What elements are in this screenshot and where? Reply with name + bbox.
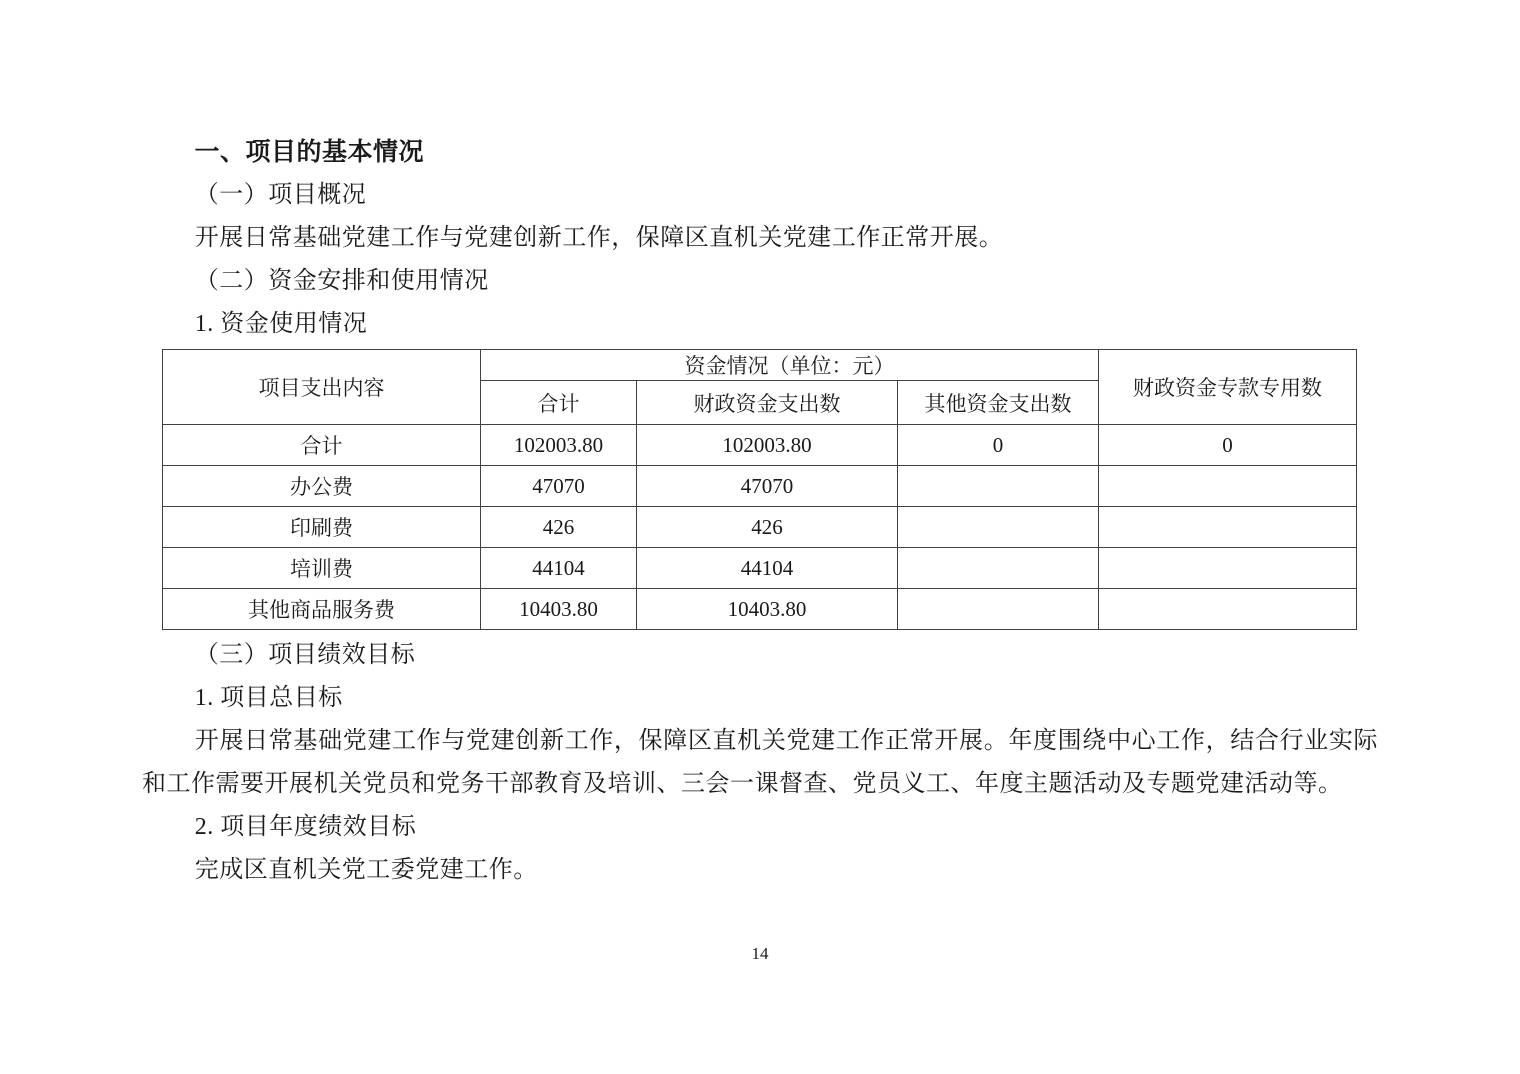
cell-name: 办公费 [163, 466, 481, 507]
table-row-printing [163, 507, 1357, 548]
subsection-3-item-2-title: 2. 项目年度绩效目标 [194, 814, 417, 840]
section-heading: 一、项目的基本情况 [194, 138, 425, 166]
header-cell-other: 其他资金支出数 [898, 381, 1099, 425]
page-number: 14 [751, 944, 769, 963]
header-cell-special-funds: 财政资金专款专用数 [1099, 350, 1357, 425]
cell-other [898, 548, 1099, 589]
cell-special [1099, 548, 1357, 589]
cell-other [898, 466, 1099, 507]
subsection-2-title: （二）资金安排和使用情况 [194, 268, 489, 294]
cell-total: 102003.80 [481, 425, 637, 466]
cell-special [1099, 466, 1357, 507]
cell-total: 44104 [481, 548, 637, 589]
subsection-3-item-2-text: 完成区直机关党工委党建工作。 [194, 857, 538, 883]
cell-name: 印刷费 [163, 507, 481, 548]
cell-total: 426 [481, 507, 637, 548]
subsection-2-item-1-title: 1. 资金使用情况 [194, 311, 368, 337]
cell-name: 培训费 [163, 548, 481, 589]
cell-fiscal: 426 [637, 507, 898, 548]
cell-other [898, 507, 1099, 548]
cell-other [898, 589, 1099, 630]
cell-fiscal: 10403.80 [637, 589, 898, 630]
header-cell-expense-content: 项目支出内容 [163, 350, 481, 425]
subsection-3-item-1-text: 开展日常基础党建工作与党建创新工作，保障区直机关党建工作正常开展。年度围绕中心工作，结合行业实际和工作需要开展机关党员和党务干部教育及培训、三会一课督查、党员义工、年度主题活动及专题党建活动等。 [142, 728, 1378, 797]
document-content [142, 131, 1378, 892]
funds-usage-table [162, 349, 1357, 630]
header-cell-total: 合计 [481, 381, 637, 425]
cell-special [1099, 507, 1357, 548]
subsection-3-title: （三）项目绩效目标 [194, 642, 416, 668]
table-row-total [163, 425, 1357, 466]
header-cell-funds-group: 资金情况（单位：元） [481, 350, 1099, 381]
cell-special [1099, 589, 1357, 630]
subsection-1-text: 开展日常基础党建工作与党建创新工作，保障区直机关党建工作正常开展。 [194, 225, 1004, 251]
cell-name: 其他商品服务费 [163, 589, 481, 630]
cell-total: 10403.80 [481, 589, 637, 630]
cell-fiscal: 47070 [637, 466, 898, 507]
cell-fiscal: 44104 [637, 548, 898, 589]
header-cell-fiscal: 财政资金支出数 [637, 381, 898, 425]
table-row-office [163, 466, 1357, 507]
subsection-3-item-1-title: 1. 项目总目标 [194, 685, 343, 711]
cell-fiscal: 102003.80 [637, 425, 898, 466]
subsection-1-title: （一）项目概况 [194, 182, 367, 208]
cell-total: 47070 [481, 466, 637, 507]
cell-name: 合计 [163, 425, 481, 466]
table-row-training [163, 548, 1357, 589]
cell-other: 0 [898, 425, 1099, 466]
cell-special: 0 [1099, 425, 1357, 466]
table-row-other-goods [163, 589, 1357, 630]
table-header-row-1 [163, 350, 1357, 381]
